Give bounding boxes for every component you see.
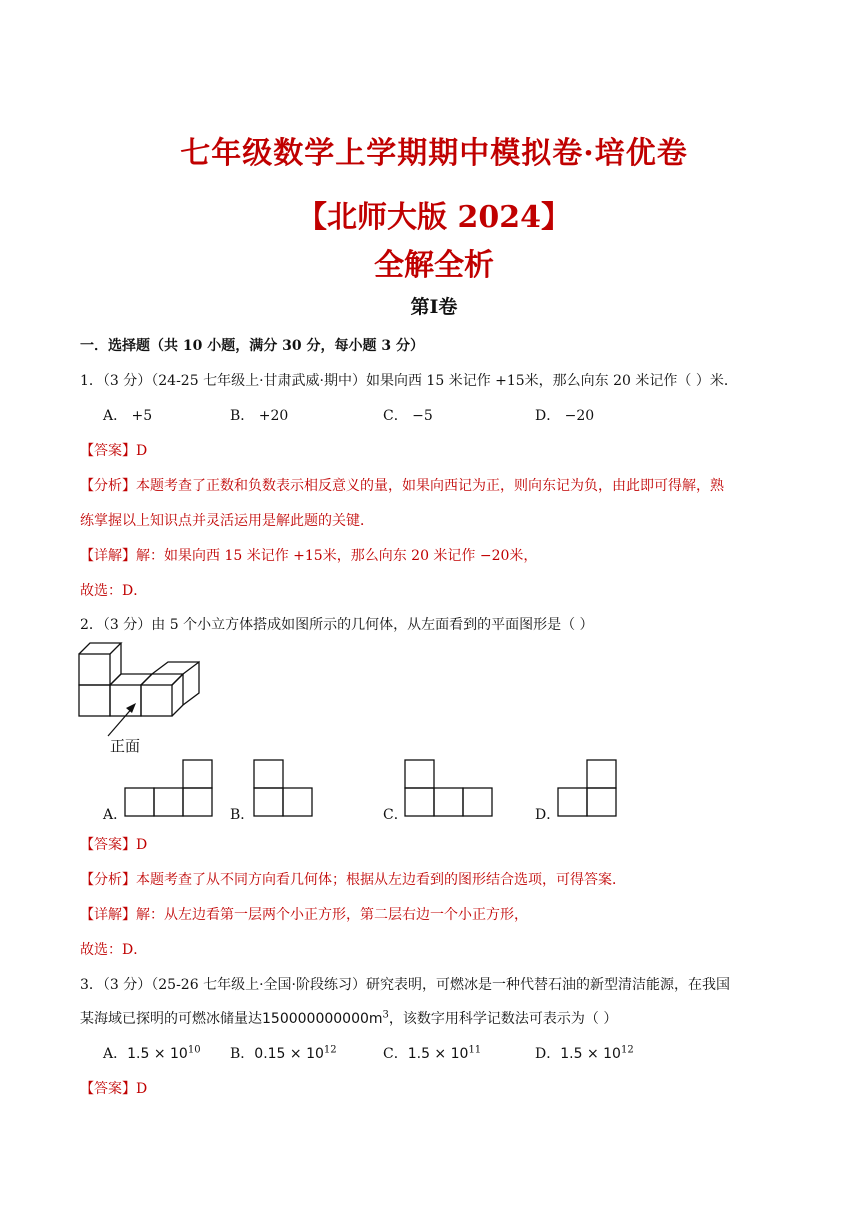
q2-stem: 2．（3 分）由 5 个小立方体搭成如图所示的几何体，从左面看到的平面图形是（ ）	[80, 617, 594, 633]
q1-choice: 故选：D．	[80, 583, 148, 599]
square	[154, 788, 183, 816]
arrow-head	[126, 703, 136, 713]
front-label: 正面	[110, 737, 141, 755]
option-label: D．	[535, 1046, 561, 1062]
answer-tag: 【答案】	[80, 443, 136, 459]
q3-option-b	[230, 1043, 337, 1063]
q2-option-a-label: A．	[103, 807, 128, 823]
answer-tag: 【答案】	[80, 837, 136, 853]
cube-face	[110, 685, 141, 716]
detail-text: 解：从左边看第一层两个小正方形，第二层右边一个小正方形，	[136, 907, 528, 923]
q2-option-b-figure	[253, 758, 315, 818]
q3-answer	[80, 1078, 147, 1098]
detail-tag: 【详解】	[80, 548, 136, 564]
q3-option-c	[383, 1043, 481, 1063]
q3-number-exponent: 3	[382, 1009, 389, 1021]
option-label: B．	[230, 1046, 255, 1062]
q2-option-b-label: B．	[230, 807, 255, 823]
analysis-tag: 【分析】	[80, 872, 136, 888]
square	[558, 788, 587, 816]
option-exponent: 10	[187, 1044, 201, 1056]
q3-stem-tail: ，该数字用科学记数法可表示为（ ）	[388, 1011, 618, 1027]
analysis-text: 本题考查了从不同方向看几何体；根据从左边看到的图形结合选项，可得答案．	[136, 872, 626, 888]
q1-option-d: D． −20	[535, 408, 595, 424]
answer-value: D	[136, 443, 148, 459]
square	[587, 788, 616, 816]
option-base: 1.5 × 10	[127, 1046, 188, 1062]
square	[405, 788, 434, 816]
q2-option-d-label: D．	[535, 807, 561, 823]
q2-option-c-figure	[404, 758, 494, 818]
square	[254, 760, 283, 788]
q3-option-d	[535, 1043, 634, 1063]
cube-face	[141, 685, 172, 716]
q3-stem-line1: 3．（3 分）（25-26 七年级上·全国·阶段练习）研究表明，可燃冰是一种代替石油的新型清洁能源，在我国	[80, 977, 730, 993]
option-base: 1.5 × 10	[407, 1046, 469, 1062]
cube-face	[79, 654, 110, 685]
cube-figure	[76, 640, 206, 755]
option-exponent: 12	[620, 1044, 634, 1056]
q1-detail	[80, 545, 537, 565]
square	[125, 788, 154, 816]
q1-option-a: A． +5	[103, 408, 153, 424]
square	[405, 760, 434, 788]
q3-stem-text: 某海域已探明的可燃冰储量达	[80, 1011, 262, 1027]
q3-option-a	[103, 1043, 201, 1063]
volume-label: 第I卷	[410, 296, 458, 318]
option-label: C．	[383, 1046, 408, 1062]
cube-face	[79, 685, 110, 716]
square	[587, 760, 616, 788]
q2-option-a-figure	[124, 758, 214, 818]
q3-number: 150000000000m	[262, 1011, 383, 1027]
q2-option-c-label: C．	[383, 807, 408, 823]
q1-option-c: C． −5	[383, 408, 433, 424]
edition-label: 【北师大版 2024】	[297, 200, 571, 235]
cube-face	[79, 643, 121, 654]
square	[463, 788, 492, 816]
cube-face	[172, 662, 199, 716]
option-base: 0.15 × 10	[254, 1046, 324, 1062]
option-exponent: 12	[323, 1044, 337, 1056]
document-title: 七年级数学上学期期中模拟卷·培优卷	[180, 136, 688, 171]
analysis-tag: 【分析】	[80, 478, 136, 494]
section-heading: 一．选择题（共 10 小题，满分 30 分，每小题 3 分）	[80, 338, 424, 354]
square	[183, 788, 212, 816]
analysis-text: 本题考查了正数和负数表示相反意义的量，如果向西记为正，则向东记为负，由此即可得解，熟	[136, 478, 724, 494]
detail-tag: 【详解】	[80, 907, 136, 923]
answer-tag: 【答案】	[80, 1081, 136, 1097]
square	[434, 788, 463, 816]
q1-answer	[80, 440, 147, 460]
square	[283, 788, 312, 816]
q1-analysis-line1	[80, 475, 724, 495]
detail-text: 解：如果向西 15 米记作 +15米，那么向东 20 米记作 −20米，	[136, 548, 538, 564]
square	[183, 760, 212, 788]
answer-value: D	[136, 837, 148, 853]
q2-analysis	[80, 869, 626, 889]
cube-face	[172, 674, 183, 685]
q2-option-d-figure	[557, 758, 619, 818]
q2-answer	[80, 834, 147, 854]
square	[254, 788, 283, 816]
q1-analysis-line2: 练掌握以上知识点并灵活运用是解此题的关键．	[80, 513, 374, 529]
q2-detail	[80, 904, 528, 924]
q3-stem-line2	[80, 1008, 617, 1028]
q1-option-b: B． +20	[230, 408, 289, 424]
option-base: 1.5 × 10	[560, 1046, 621, 1062]
q2-choice: 故选：D．	[80, 942, 148, 958]
document-subtitle: 全解全析	[374, 248, 494, 283]
answer-value: D	[136, 1081, 148, 1097]
option-label: A．	[103, 1046, 128, 1062]
q1-stem: 1．（3 分）（24-25 七年级上·甘肃武威·期中）如果向西 15 米记作 +15米，那么向东 20 米记作（ ）米．	[80, 373, 738, 389]
option-exponent: 11	[468, 1044, 482, 1056]
